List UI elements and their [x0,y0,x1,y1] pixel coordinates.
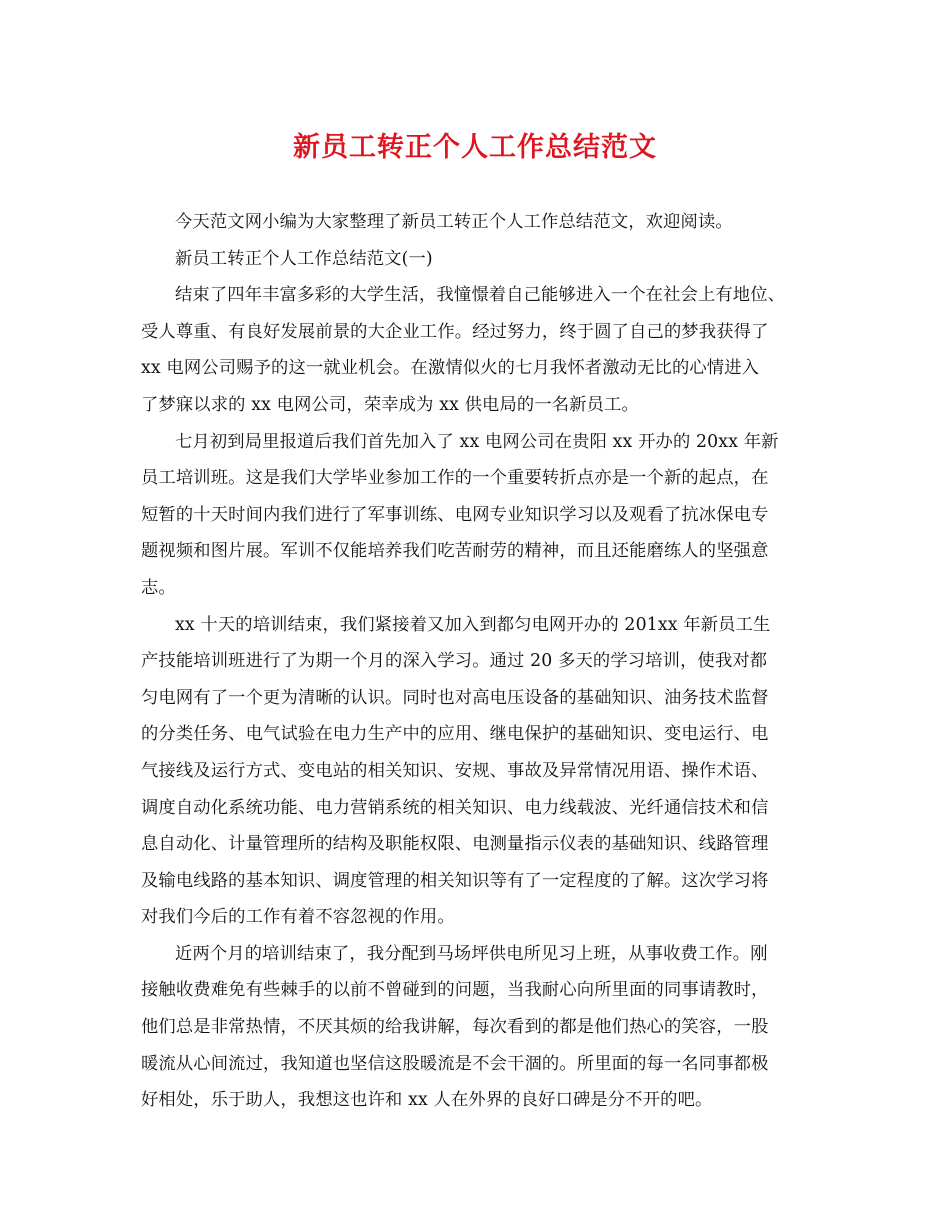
document-body [141,204,813,1119]
text-line: 题视频和图片展。军训不仅能培养我们吃苦耐劳的精神，而且还能磨练人的坚强意 [141,541,769,562]
document-title: 新员工转正个人工作总结范文 [293,132,657,163]
text-line: 员工培训班。这是我们大学毕业参加工作的一个重要转折点亦是一个新的起点，在 [141,468,769,489]
text-line: 新员工转正个人工作总结范文(一) [175,248,433,269]
text-line: 今天范文网小编为大家整理了新员工转正个人工作总结范文，欢迎阅读。 [175,212,733,232]
text-line: 对我们今后的工作有着不容忽视的作用。 [141,907,455,928]
text-line: 七月初到局里报道后我们首先加入了 xx 电网公司在贵阳 xx 开办的 20xx 年新 [175,431,779,452]
text-line: 及输电线路的基本知识、调度管理的相关知识等有了一定程度的了解。这次学习将 [141,870,769,891]
text-line: 息自动化、计量管理所的结构及职能权限、电测量指示仪表的基础知识、线路管理 [141,834,769,855]
text-line: xx 十天的培训结束，我们紧接着又加入到都匀电网开办的 201xx 年新员工生 [175,614,771,635]
text-line: 的分类任务、电气试验在电力生产中的应用、继电保护的基础知识、变电运行、电 [141,724,769,745]
text-line: 结束了四年丰富多彩的大学生活，我憧憬着自己能够进入一个在社会上有地位、 [175,285,786,306]
text-line: 匀电网有了一个更为清晰的认识。同时也对高电压设备的基础知识、油务技术监督 [141,687,769,708]
text-line: 他们总是非常热情，不厌其烦的给我讲解，每次看到的都是他们热心的笑容，一股 [141,1017,769,1038]
text-line: 调度自动化系统功能、电力营销系统的相关知识、电力线载波、光纤通信技术和信 [141,797,769,818]
text-line: 近两个月的培训结束了，我分配到马场坪供电所见习上班，从事收费工作。刚 [175,943,768,964]
text-line: 暖流从心间流过，我知道也坚信这股暖流是不会干涸的。所里面的每一名同事都极 [141,1053,769,1074]
text-line: 短暂的十天时间内我们进行了军事训练、电网专业知识学习以及观看了抗冰保电专 [141,504,769,525]
text-line: 受人尊重、有良好发展前景的大企业工作。经过努力，终于圆了自己的梦我获得了 [141,321,769,342]
text-line: 产技能培训班进行了为期一个月的深入学习。通过 20 多天的学习培训，使我对都 [141,651,768,672]
text-line: 接触收费难免有些棘手的以前不曾碰到的问题，当我耐心向所里面的同事请教时， [141,980,769,1001]
text-line: 气接线及运行方式、变电站的相关知识、安规、事故及异常情况用语、操作术语、 [141,760,769,781]
text-line: 志。 [141,577,176,598]
text-line: 好相处，乐于助人，我想这也许和 xx 人在外界的良好口碑是分不开的吧。 [141,1090,713,1111]
text-line: 了梦寐以求的 xx 电网公司，荣幸成为 xx 供电局的一名新员工。 [141,394,639,415]
text-line: xx 电网公司赐予的这一就业机会。在激情似火的七月我怀者激动无比的心情进入 [141,358,760,379]
